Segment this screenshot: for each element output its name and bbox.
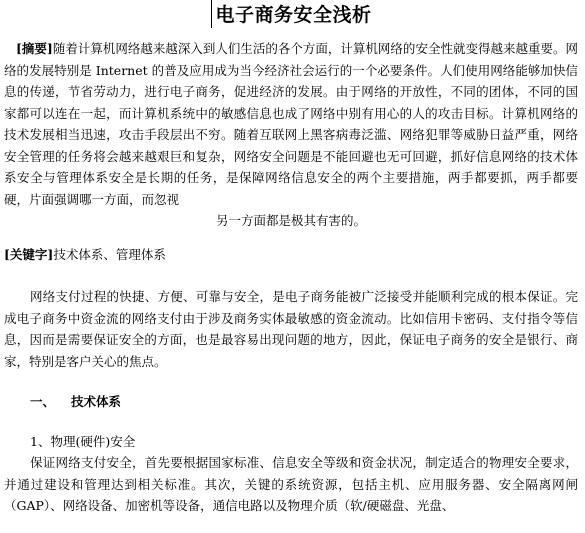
- section-number: 一、: [30, 394, 56, 409]
- keywords-label: [关键字]: [4, 247, 54, 262]
- section-heading: [30, 392, 121, 412]
- title-container: [0, 0, 585, 28]
- abstract-label: [摘要]: [16, 41, 53, 56]
- section-title: 技术体系: [71, 394, 122, 409]
- abstract-paragraph: [4, 38, 578, 232]
- document-title: 电子商务安全浅析: [211, 0, 373, 28]
- keywords-body: 技术体系、管理体系: [53, 247, 166, 262]
- abstract-body: 随着计算机网络越来越深入到人们生活的各个方面，计算机网络的安全性就变得越来越重要。网络的发展特别是 Internet 的普及应用成为当今经济社会运行的一个必要条件。人们使用网络能够加快信息的传递，节省劳动力，进行电子商务，促进经济的发展。由于网络的开放性，不同的团体，不同的国家都可以连在一起，而计算机系统中的敏感信息也成了网络中别有用心的人的攻击目标。计算机网络的技术发展相当迅速，攻击手段层出不穷。随着互联网上黑客病毒泛滥、网络犯罪等威胁日益严重，网络安全管理的任务将会越来越艰巨和复杂，网络安全问题是不能回避也无可回避，抓好信息网络的技术体系安全与管理体系安全是长期的任务，是保障网络信息安全的两个主要措施，两手都要抓，两手都要硬，片面强调哪一方面，而忽视: [4, 41, 578, 207]
- intro-paragraph: 网络支付过程的快捷、方便、可靠与安全，是电子商务能被广泛接受并能顺利完成的根本保证。完成电子商务中资金流的网络支付由于涉及商务实体最敏感的资金流动。比如信用卡密码、支付指令等信息，因而是需要保证安全的方面，也是最容易出现问题的地方，因此，保证电子商务的安全是银行、商家，特别是客户关心的焦点。: [4, 289, 578, 369]
- keywords-line: [4, 244, 578, 265]
- subsection-paragraph: 保证网络支付安全，首先要根据国家标准、信息安全等级和资金状况，制定适合的物理安全要求，并通过建设和管理达到相关标准。其次，关键的系统资源，包括主机、应用服务器、安全隔离网闸（GAP）、网络设备、加密机等设备，通信电路以及物理介质（软/硬磁盘、光盘、: [4, 455, 578, 513]
- abstract-last-line: 另一方面都是极其有害的。: [215, 213, 366, 228]
- subsection-heading: 1、物理(硬件)安全: [30, 434, 136, 449]
